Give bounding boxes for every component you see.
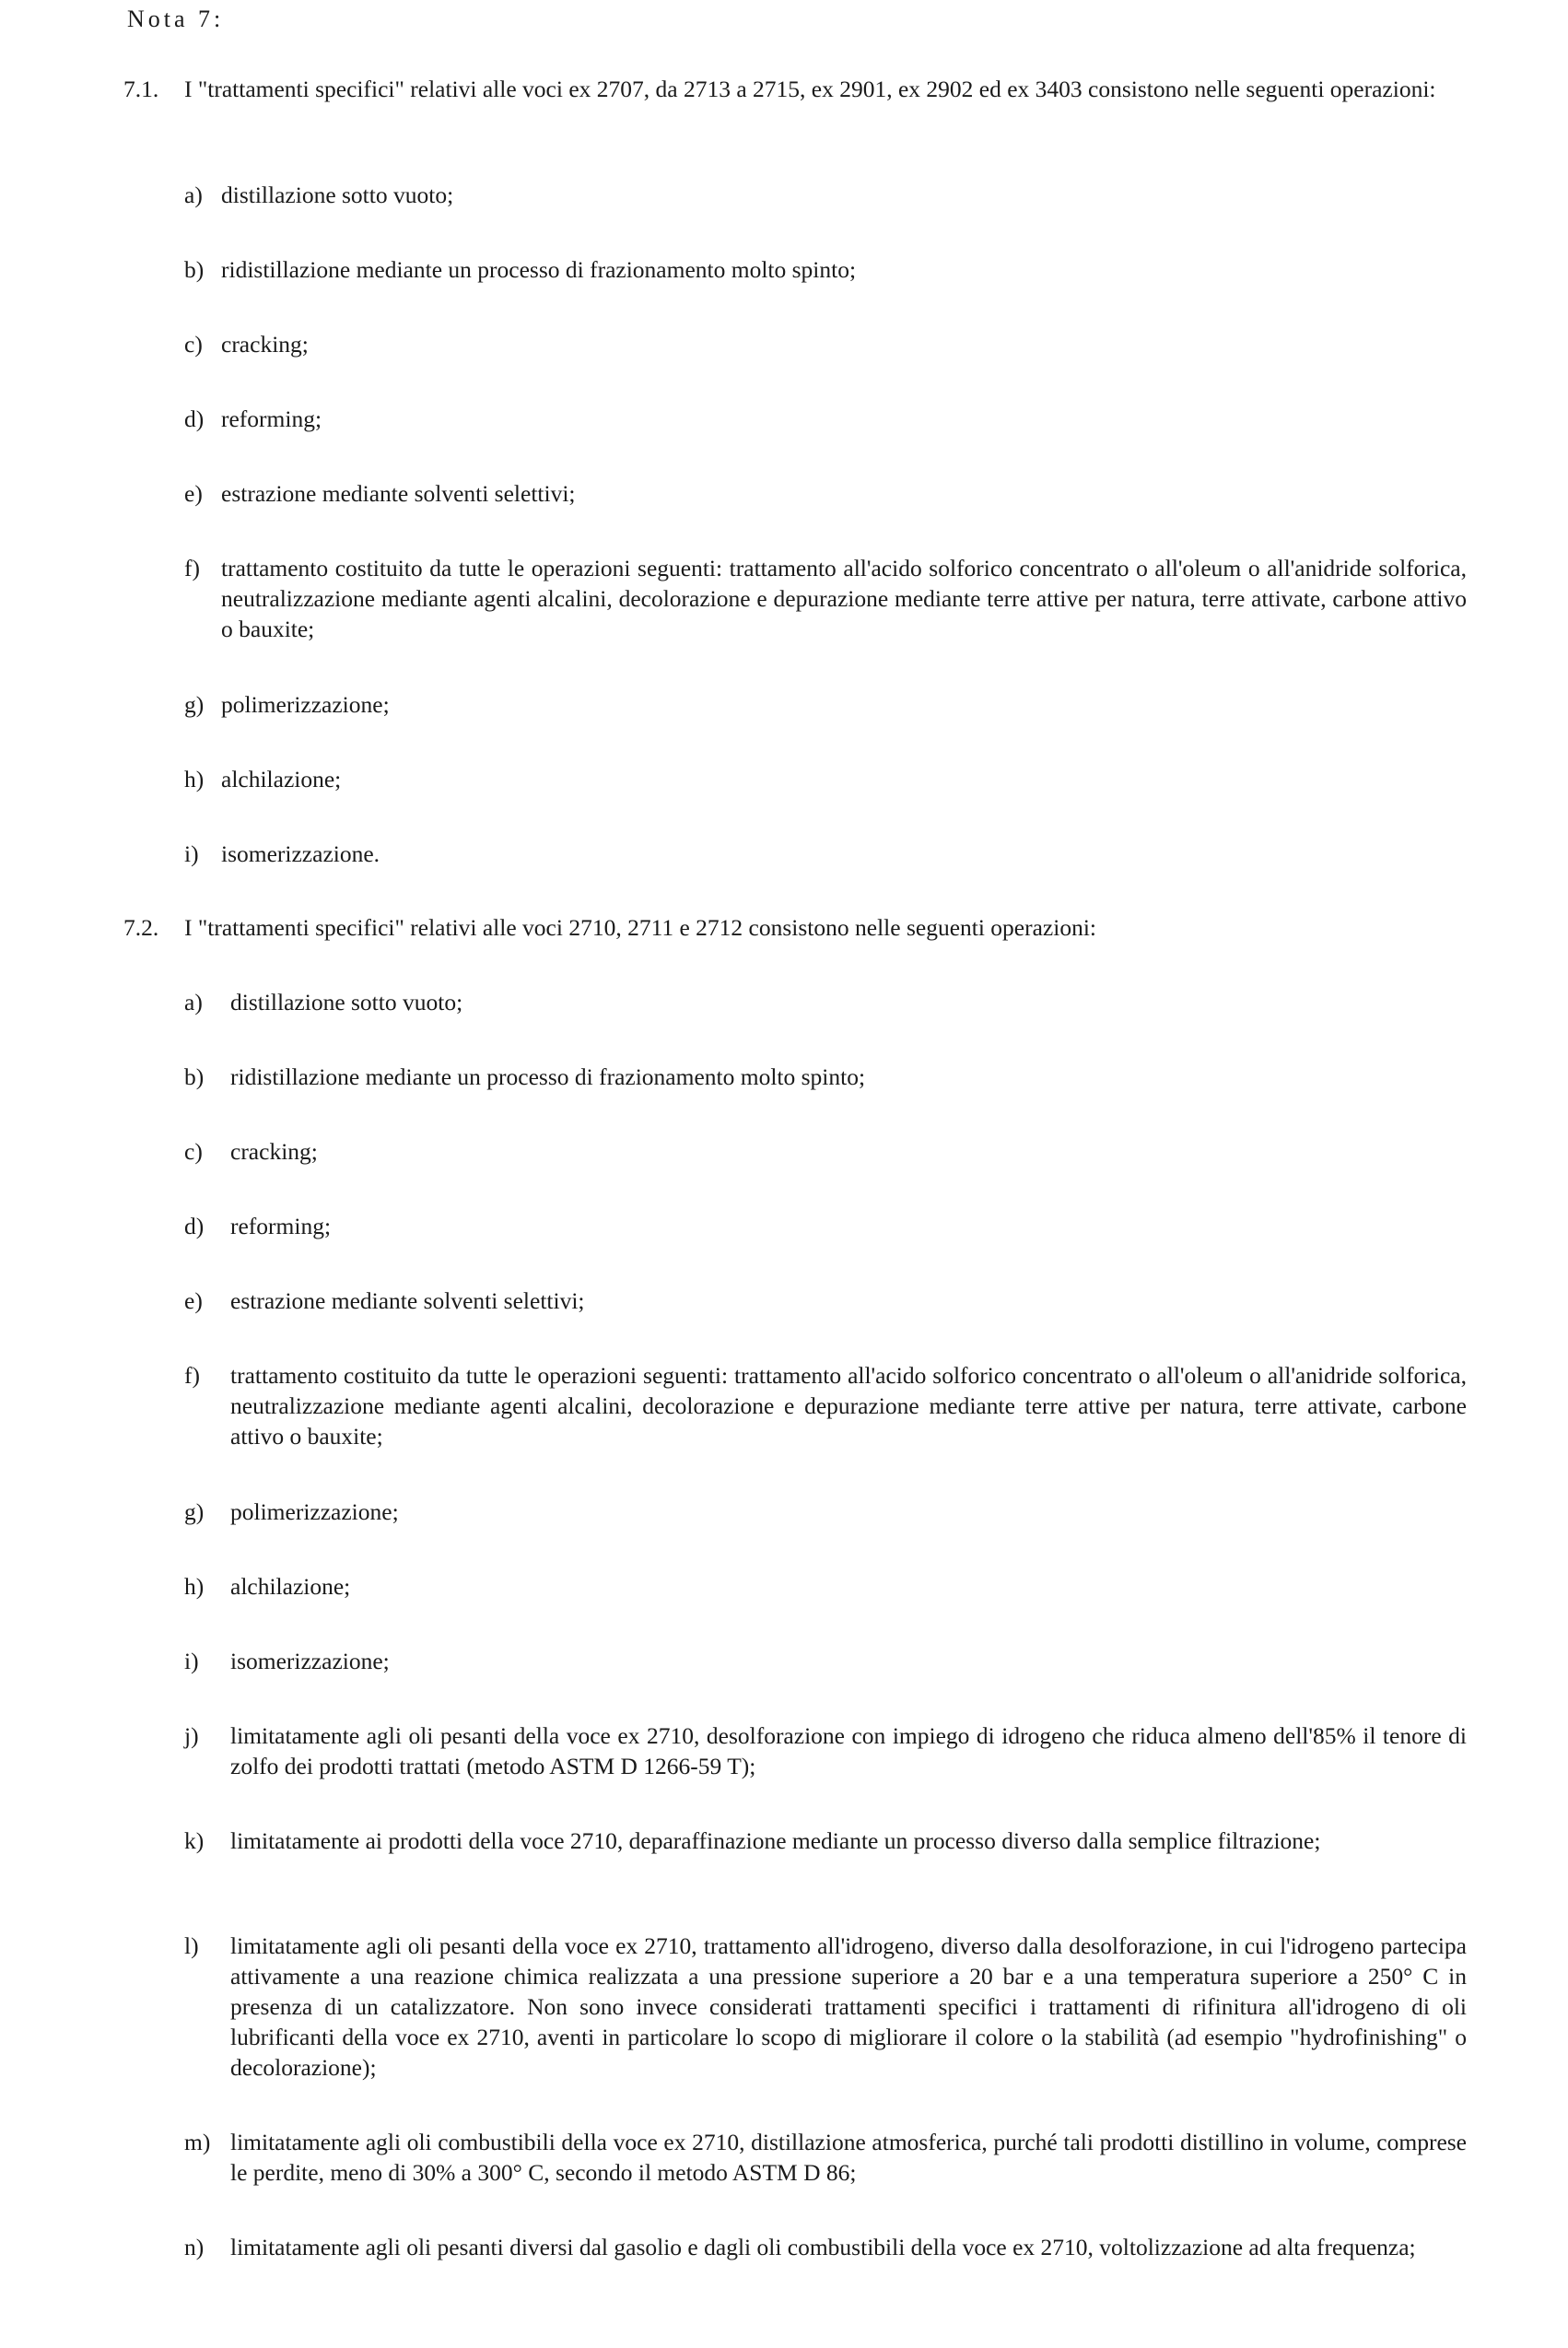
list-item [0,689,1568,720]
item-text: limitatamente agli oli pesanti della voce ex 2710, desolforazione con impiego di idrogeno che riduca almeno dell'85% il tenore di zolfo dei prodotti trattati (metodo ASTM D 1266-59 T); [230,1722,1467,1779]
section-7-2 [0,912,1568,943]
item-text: estrazione mediante solventi selettivi; [221,480,576,507]
item-text: polimerizzazione; [230,1498,399,1525]
list-item [0,1136,1568,1167]
item-text: reforming; [230,1213,332,1239]
item-text: limitatamente ai prodotti della voce 2710, deparaffinazione mediante un processo diverso dalla semplice filtrazione; [230,1827,1321,1854]
item-letter: m) [184,2129,211,2155]
item-letter: i) [184,840,199,867]
list-item [0,839,1568,869]
list-item [0,764,1568,794]
list-item [0,1286,1568,1316]
item-letter: j) [184,1722,199,1749]
item-letter: b) [184,256,205,283]
list-item [0,404,1568,434]
item-letter: l) [184,1932,199,1959]
item-text: limitatamente agli oli combustibili della voce ex 2710, distillazione atmosferica, purché tali prodotti distillino in volume, comprese le perdite, meno di 30% a 300° C, secondo il metodo ASTM D 86; [230,2129,1467,2186]
item-text: ridistillazione mediante un processo di frazionamento molto spinto; [221,256,857,283]
section-intro [0,912,1568,943]
nota-title: Nota 7: [127,6,225,32]
item-letter: n) [184,2234,205,2260]
item-letter: h) [184,1573,205,1600]
list-item [0,254,1568,285]
list-item [0,1062,1568,1092]
list-item [0,1360,1568,1451]
item-text: trattamento costituito da tutte le operazioni seguenti: trattamento all'acido solforico concentrato o all'oleum o all'anidride solforica, neutralizzazione mediante agenti alcalini, decolorazione e depurazione mediante terre attive per natura, terre attivate, carbone attivo o bauxite; [230,1362,1467,1450]
item-letter: f) [184,555,200,581]
item-text: distillazione sotto vuoto; [221,182,454,208]
list-item [0,1931,1568,2083]
section-intro-text: I "trattamenti specifici" relativi alle voci ex 2707, da 2713 a 2715, ex 2901, ex 2902 ed ex 3403 consistono nelle seguenti operazioni: [184,76,1436,102]
item-text: cracking; [221,331,309,358]
item-letter: h) [184,766,205,792]
section-7-1 [0,74,1568,104]
item-text: ridistillazione mediante un processo di frazionamento molto spinto; [230,1063,866,1090]
item-text: cracking; [230,1138,318,1165]
list-item [0,478,1568,509]
list-item [0,1211,1568,1241]
list-item [0,180,1568,210]
item-text: isomerizzazione. [221,840,380,867]
item-text: trattamento costituito da tutte le operazioni seguenti: trattamento all'acido solforico concentrato o all'oleum o all'anidride solforica, neutralizzazione mediante agenti alcalini, decolorazione e depurazione mediante terre attive per natura, terre attivate, carbone attivo o bauxite; [221,555,1467,642]
section-intro [0,74,1568,104]
item-letter: a) [184,989,203,1016]
item-letter: d) [184,405,205,432]
list-item [0,1720,1568,1781]
item-text: alchilazione; [221,766,342,792]
item-letter: c) [184,1138,203,1165]
item-letter: b) [184,1063,205,1090]
item-letter: k) [184,1827,205,1854]
list-item [0,1646,1568,1676]
item-text: isomerizzazione; [230,1648,390,1674]
item-letter: a) [184,182,203,208]
item-letter: e) [184,480,203,507]
list-item [0,1826,1568,1856]
list-item [0,1497,1568,1527]
list-item [0,329,1568,359]
item-text: limitatamente agli oli pesanti della voce ex 2710, trattamento all'idrogeno, diverso dalla desolforazione, in cui l'idrogeno partecipa attivamente a una reazione chimica realizzata a una pressione superiore a 20 bar e a una temperatura superiore a 250° C in presenza di un catalizzatore. Non sono invece considerati trattamenti specifici i trattamenti di rifinitura all'idrogeno di oli lubrificanti della voce ex 2710, aventi in particolare lo scopo di migliorare il colore o la stabilità (ad esempio "hydrofinishing" o decolorazione); [230,1932,1467,2081]
item-text: estrazione mediante solventi selettivi; [230,1287,585,1314]
section-intro-text: I "trattamenti specifici" relativi alle voci 2710, 2711 e 2712 consistono nelle seguenti operazioni: [184,914,1097,941]
item-text: distillazione sotto vuoto; [230,989,463,1016]
item-text: alchilazione; [230,1573,351,1600]
item-letter: c) [184,331,203,358]
item-letter: g) [184,1498,205,1525]
item-text: reforming; [221,405,322,432]
list-item [0,987,1568,1017]
section-number: 7.1. [123,76,159,102]
item-text: polimerizzazione; [221,691,390,718]
item-text: limitatamente agli oli pesanti diversi dal gasolio e dagli oli combustibili della voce ex 2710, voltolizzazione ad alta frequenza; [230,2234,1416,2260]
list-item [0,553,1568,644]
list-item [0,2127,1568,2188]
item-letter: g) [184,691,205,718]
item-letter: d) [184,1213,205,1239]
list-item [0,1571,1568,1602]
item-letter: i) [184,1648,199,1674]
section-number: 7.2. [123,914,159,941]
item-letter: e) [184,1287,203,1314]
item-letter: f) [184,1362,200,1389]
list-item [0,2232,1568,2262]
